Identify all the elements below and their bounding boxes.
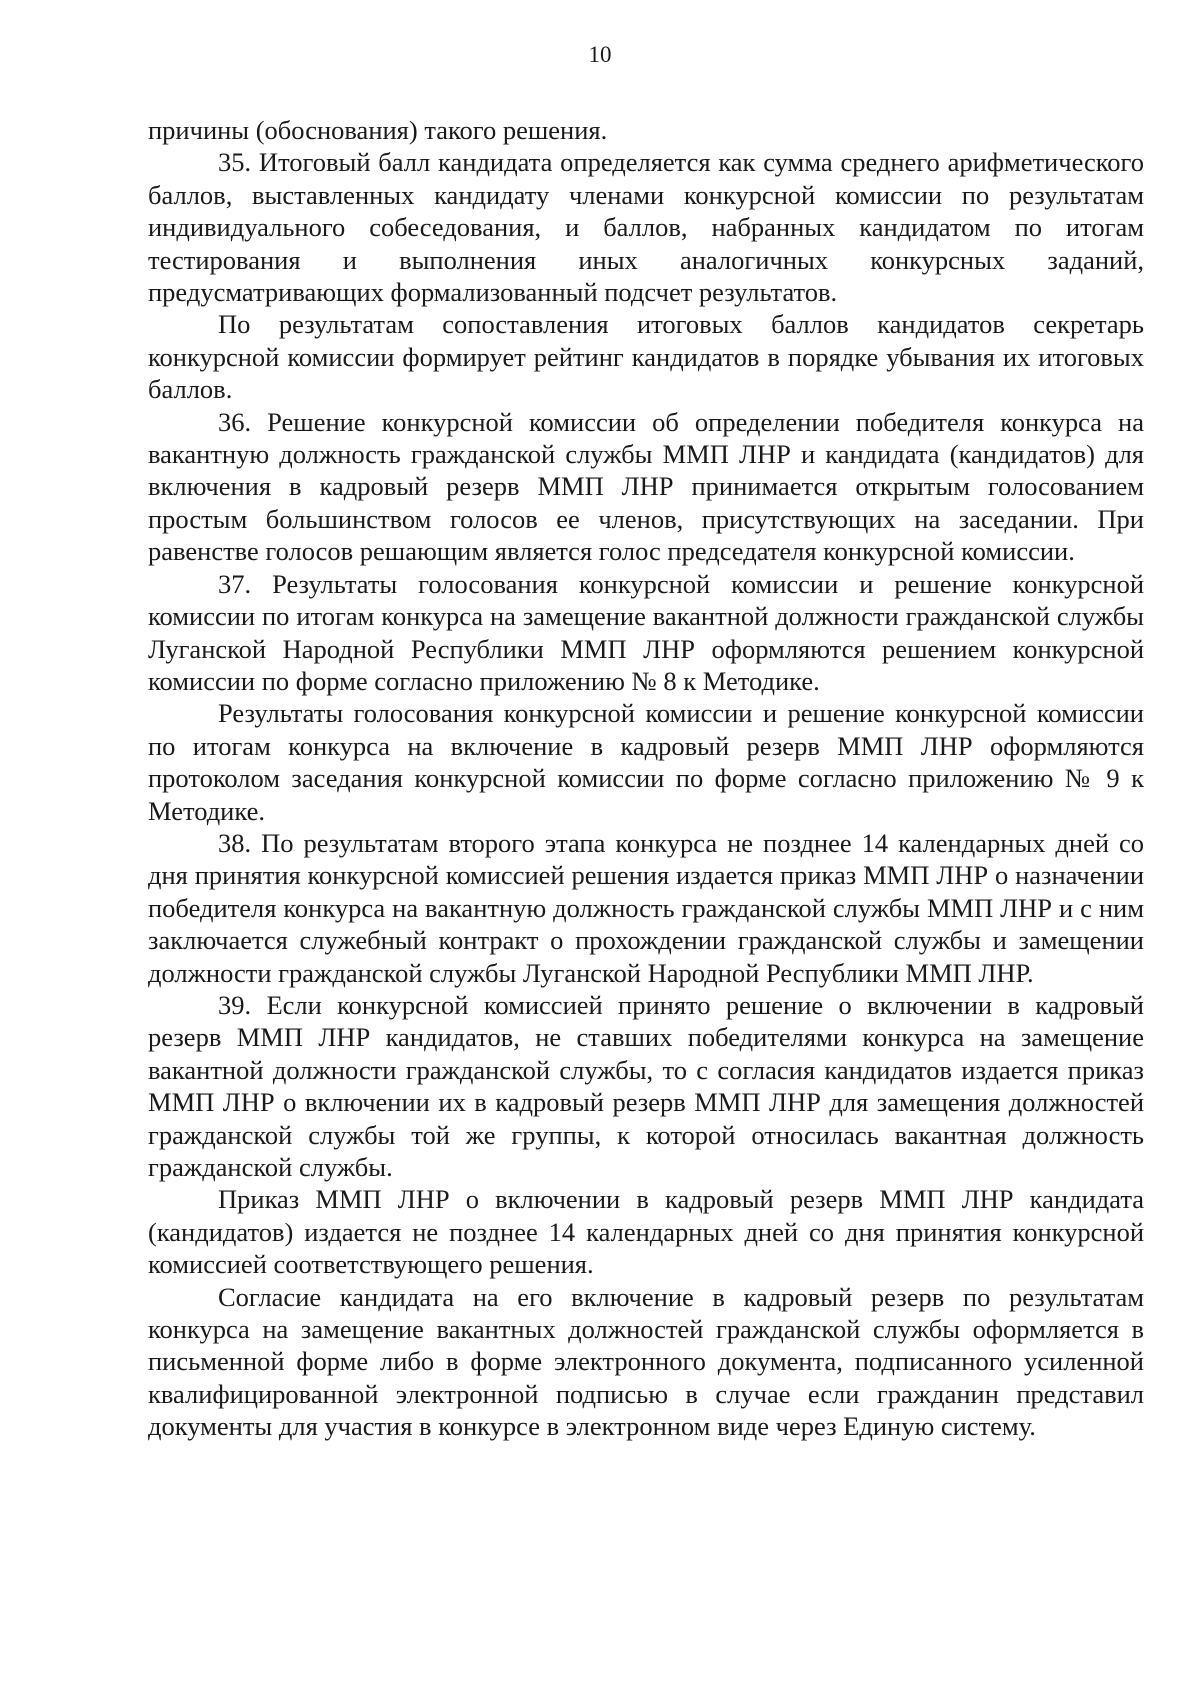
paragraph-35: 35. Итоговый балл кандидата определяется как сумма среднего арифметического баллов, выставленных кандидату членами конкурсной комиссии по результатам индивидуального собеседования, и баллов, набранных кандидатом по итогам тестирования и выполнения иных аналогичных конкурсных заданий, предусматривающих формализованный подсчет результатов. — [148, 147, 1144, 308]
paragraph-39: 39. Если конкурсной комиссией принято решение о включении в кадровый резерв ММП ЛНР кандидатов, не ставших победителями конкурса на замещение вакантной должности гражданской службы, то с согласия кандидатов издается приказ ММП ЛНР о включении их в кадровый резерв ММП ЛНР для замещения должностей гражданской службы той же группы, к которой относилась вакантная должность гражданской службы. — [148, 989, 1144, 1182]
paragraph-39-order: Приказ ММП ЛНР о включении в кадровый резерв ММП ЛНР кандидата (кандидатов) издается не позднее 14 календарных дней со дня принятия конкурсной комиссией соответствующего решения. — [148, 1184, 1144, 1280]
paragraph-39-consent: Согласие кандидата на его включение в кадровый резерв по результатам конкурса на замещение вакантных должностей гражданской службы оформляется в письменной форме либо в форме электронного документа, подписанного усиленной квалифицированной электронной подписью в случае если гражданин представил документы для участия в конкурсе в электронном виде через Единую систему. — [148, 1281, 1144, 1442]
paragraph-37-reserve: Результаты голосования конкурсной комиссии и решение конкурсной комиссии по итогам конкурса на включение в кадровый резерв ММП ЛНР оформляются протоколом заседания конкурсной комиссии по форме согласно приложению № 9 к Методике. — [148, 698, 1144, 826]
paragraph-37: 37. Результаты голосования конкурсной комиссии и решение конкурсной комиссии по итогам конкурса на замещение вакантной должности гражданской службы Луганской Народной Республики ММП ЛНР оформляются решением конкурсной комиссии по форме согласно приложению № 8 к Методике. — [148, 568, 1144, 696]
paragraph-continuation: причины (обоснования) такого решения. — [148, 115, 608, 145]
paragraph-35-rating: По результатам сопоставления итоговых баллов кандидатов секретарь конкурсной комиссии формирует рейтинг кандидатов в порядке убывания их итоговых баллов. — [148, 309, 1144, 405]
page-number: 10 — [588, 42, 612, 67]
document-body — [148, 114, 1144, 1443]
paragraph-36: 36. Решение конкурсной комиссии об определении победителя конкурса на вакантную должность гражданской службы ММП ЛНР и кандидата (кандидатов) для включения в кадровый резерв ММП ЛНР принимается открытым голосованием простым большинством голосов ее членов, присутствующих на заседании. При равенстве голосов решающим является голос председателя конкурсной комиссии. — [148, 406, 1144, 567]
paragraph-38: 38. По результатам второго этапа конкурса не позднее 14 календарных дней со дня принятия конкурсной комиссией решения издается приказ ММП ЛНР о назначении победителя конкурса на вакантную должность гражданской службы ММП ЛНР и с ним заключается служебный контракт о прохождении гражданской службы и замещении должности гражданской службы Луганской Народной Республики ММП ЛНР. — [148, 827, 1144, 988]
